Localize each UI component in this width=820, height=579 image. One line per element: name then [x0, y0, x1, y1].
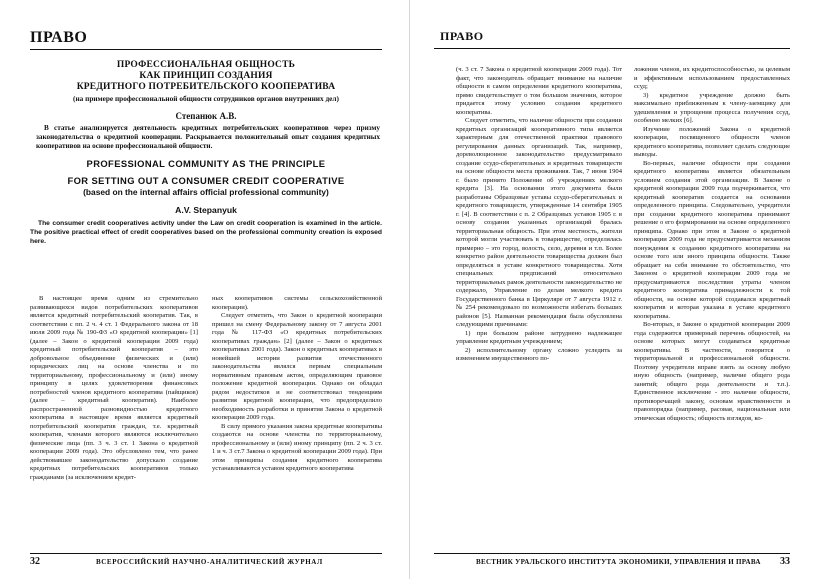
- body-paragraph: Изучение положений Закона о кредитной кооперации, посвященного общности членов кредитного кооператива, позволяет сделать следующие выводы.: [634, 125, 790, 158]
- article-subtitle: (на примере профессиональной общности сотрудников органов внутренних дел): [73, 94, 339, 103]
- body-paragraph: В силу прямого указания закона кредитные кооперативы создаются на основе членства по территориальному, профессиональному и (или) иному принципу (пп. 2 ч. 3 ст. 1 и ч. 3 ст.7 Закона о кредитной кооперации 2009 года). При этом принципы создания кредитного кооператива устанавливаются уставом кредитного кооператива: [212, 422, 382, 472]
- body-paragraph: (ч. 3 ст. 7 Закона о кредитной кооперации 2009 года). Тот факт, что законодатель обращает внимание на наличие общности в самом определении кредитного кооператива, прямо свидетельствует о том большом значении, которое придается этому условию создания кредитного кооператива.: [456, 66, 622, 116]
- english-author-name: A.V. Stepanyuk: [175, 204, 237, 215]
- body-paragraph: Следует отметить, что Закон о кредитной кооперации пришел на смену Федеральному закону от 7 августа 2001 года № 117-ФЗ «О кредитных потребительских кооперативах граждан» [2] (далее – Закон о кредитных кооперативах 2001 года). Закон о кредитных кооперативах в новейшей истории развития отечественного законодательства являлся первым специальным нормативным правовым актом, определяющим правовое положение кредитной кооперации. Однако он обладал рядом недостатков и не соответствовал тенденциям развития кредитной кооперации, что предопределило необходимость разработки и принятия Закона о кредитной кооперации 2009 года.: [212, 312, 382, 421]
- section-title: ПРАВО: [440, 29, 484, 43]
- body-paragraph: ных кооперативов системы сельскохозяйственной кооперации).: [212, 295, 382, 311]
- article-title-line: КРЕДИТНОГО ПОТРЕБИТЕЛЬСКОГО КООПЕРАТИВА: [76, 82, 336, 92]
- author-name: Степанюк А.В.: [175, 111, 237, 121]
- article-title-line: КАК ПРИНЦИП СОЗДАНИЯ: [139, 71, 273, 81]
- body-paragraph: В настоящее время одним из стремительно развивающихся видов потребительских кооперативов является кредитный потребительский кооператив. Так, в соответствии с пп. 2 ч. 4 ст. 1 Федерального закона от 18 июля 2009 года № 190-ФЗ «О кредитной кооперации» [1] (далее – Закон о кредитной кооперации 2009 года) кредитный потребительский кооператив – это добровольное объединение физических и (или) юридических лиц на основе членства и по территориальному, профессиональному и (или) иному принципу в целях удовлетворения финансовых потребностей членов кредитного кооператива (пайщиков) (далее – кредитный кооператив). Наиболее распространенной разновидностью кредитного кооператива в настоящее время является кредитный потребительский кооператив граждан, т.е. кредитный кооператив, членами которого являются исключительно физические лица (пп. 3 ч. 3 ст. 1 Закона о кредитной кооперации 2009 года). Это обусловлено тем, что ранее действовавшее законодательство допускало создание кредитных потребительских кооперативов только гражданами (за исключением кредит-: [30, 295, 198, 481]
- section-title: ПРАВО: [30, 29, 88, 46]
- page-number: 33: [780, 556, 790, 567]
- page-number: 32: [30, 556, 40, 567]
- body-paragraph: Следует отметить, что наличие общности при создании кредитных организаций кооперативного типа является характерным для отечественной практики правового регулирования данных организаций. Так, например, дореволюционное законодательство предусматривало создание ссудо-сберегательных и кредитных товариществ на основе общности места проживания. Так, 7 июня 1904 г. было принято Положение об учреждениях мелкого кредита [3]. На основании этого документа были разработаны Образцовые уставы ссудо-сберегательных и кредитного товариществ, утвержденные 14 сентября 1905 г. [4]. В соответствии с п. 2 Образцовых уставов 1905 г. в основу создания указанных организаций бралась территориальная общность. При этом местность, жители которой могли участвовать в товариществе, определялась примерно – это город, волость, село, деревня и т.п. Более конкретно район деятельности товарищества должен был определяться в уставе конкретного товарищества. Хотя специальных предписаний относительно территориальных рамок деятельности законодательство не содержало, Управление по делам мелкого кредита Государственного банка в Циркуляре от 7 августа 1912 г. № 254 рекомендовало по возможности избегать больших районов [5]. Названная рекомендация была обусловлена следующими причинами:: [456, 117, 622, 328]
- body-paragraph: Во-вторых, в Законе о кредитной кооперации 2009 года содержится примерный перечень общностей, на основе которых могут создаваться кредитные кооперативы. В частности, говорится о территориальной и профессиональной общности. Поэтому учредители вправе взять за основу любую иную общность (например, наличие общего рода занятий; общего рода деятельности и т.п.). Единственное исключение - это наличие общности, противоречащей закону, основам нравственности и правопорядка (например, расовая, национальная или этническая общность; общность взглядов, ко-: [634, 321, 790, 422]
- article-title-line: ПРОФЕССИОНАЛЬНАЯ ОБЩНОСТЬ: [116, 60, 296, 70]
- body-column-right: [212, 295, 382, 549]
- body-column-left: [456, 66, 622, 550]
- english-title-line: FOR SETTING OUT A CONSUMER CREDIT COOPERATIVE: [67, 175, 345, 187]
- body-column-right: [634, 66, 790, 550]
- body-column-left: [30, 295, 198, 549]
- body-paragraph: 1) при большом районе затруднено надлежащее управление кредитным учреждением;: [456, 329, 622, 345]
- body-paragraph: 3) кредитное учреждение должно быть максимально приближенным к члену-заемщику для удешевления и упрощения процесса получения ссуд, особенно мелких [6].: [634, 91, 790, 124]
- english-title-line: PROFESSIONAL COMMUNITY AS THE PRINCIPLE: [86, 157, 326, 169]
- english-abstract: The consumer credit cooperatives activity under the Law on credit cooperation is examined in the article. The positive practical effect of credit cooperatives based on the professional community creation is exposed here.: [30, 219, 382, 245]
- journal-name: ВЕСТНИК УРАЛЬСКОГО ИНСТИТУТА ЭКОНОМИКИ, УПРАВЛЕНИЯ И ПРАВА: [476, 558, 761, 566]
- footer-rule: [434, 553, 790, 554]
- header-rule: [30, 49, 382, 50]
- body-paragraph: 2) исполнительному органу сложно уследить за изменением имущественного по-: [456, 346, 622, 362]
- right-page: [410, 0, 820, 579]
- footer-rule: [30, 553, 382, 554]
- header-rule: [434, 48, 790, 49]
- body-paragraph: Во-первых, наличие общности при создании кредитного кооператива является обязательным условием создания этой организации. В Законе о кредитной кооперации 2009 года подчеркивается, что кредитный кооператив создается на основании определенного принципа. Следовательно, учредители при создании кредитного кооператива принимают решение о его формировании на основе определенного принципа. Однако при этом в Законе о кредитной кооперации 2009 года не предусматривается механизм понуждения к созданию кредитного кооператива на основе того или иного принципа общности. Также обращает на себя внимание то обстоятельство, что Законом о кредитной кооперации 2009 года не предусматриваются последствия утраты членом кредитного кооператива принадлежности к той общности, на основе которой создавался кредитный кооператив и которая указана в уставе кредитного кооператива.: [634, 159, 790, 320]
- body-paragraph: ложения членов, их кредитоспособностью, за целевым и эффективным использованием предоставленных ссуд;: [634, 66, 790, 90]
- abstract: В статье анализируется деятельность кредитных потребительских кооперативов через призму законодательства о кредитной кооперации. Раскрывается положительный опыт создания кредитных кооперативов на основе профессиональной общности.: [36, 124, 380, 151]
- journal-name: ВСЕРОССИЙСКИЙ НАУЧНО-АНАЛИТИЧЕСКИЙ ЖУРНАЛ: [96, 558, 323, 566]
- english-subtitle: (based on the internal affairs official professional community): [83, 186, 329, 197]
- article-header: [30, 60, 382, 246]
